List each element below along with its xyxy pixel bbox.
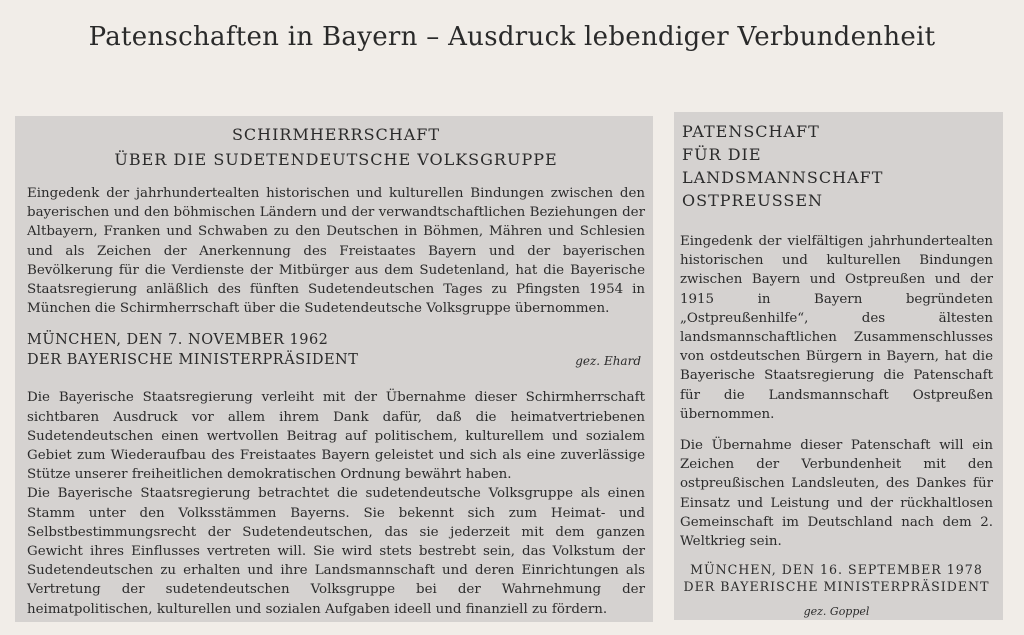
heading-line: PATENSCHAFT <box>682 122 820 141</box>
patenschaft-paragraph: Die Übernahme dieser Patenschaft will ein Zeichen der Verbundenheit mit den ostpreußischen Landsleuten, des Dankes für Einsatz und Leistung und der rückhaltlosen Gemeinschaft im Deutschland nach dem 2. Weltkrieg sein. <box>680 438 993 550</box>
date-line: MÜNCHEN, DEN 7. NOVEMBER 1962 <box>27 332 329 349</box>
patenschaft-dateline <box>680 561 993 618</box>
heading-line: ÜBER DIE SUDETENDEUTSCHE VOLKSGRUPPE <box>114 150 558 169</box>
date-line: MÜNCHEN, DEN 16. SEPTEMBER 1978 <box>690 562 983 578</box>
schirmherrschaft-dateline <box>27 330 645 370</box>
patenschaft-heading <box>682 120 993 212</box>
heading-line: FÜR DIE <box>682 145 762 164</box>
patenschaft-intro: Eingedenk der vielfältigen jahrhundertealten historischen und kulturellen Bindungen zwischen Bayern und Ostpreußen und der 1915 in Bayern begründeten „Ostpreußenhilfe“, des ältesten landsmannschaftlichen Zusammenschlusses von ostdeutschen Bürgern in Bayern, hat die Bayerische Staatsregierung die Patenschaft für die Landsmannschaft Ostpreußen übernommen. <box>680 234 993 422</box>
schirmherrschaft-panel <box>15 116 653 622</box>
schirmherrschaft-intro: Eingedenk der jahrhundertealten historischen und kulturellen Bindungen zwischen den bayerischen und den böhmischen Ländern und der verwandtschaftlichen Beziehungen der Altbayern, Franken und Schwaben zu den Deutschen in Böhmen, Mähren und Schlesien und als Zeichen der Anerkennung des Freistaates Bayern und der bayerischen Bevölkerung für die Verdienste der Mitbürger aus dem Sudetenland, hat die Bayerische Staatsregierung anläßlich des fünften Sudetendeutschen Tages zu Pfingsten 1954 in München die Schirmherrschaft über die Sudetendeutsche Volksgruppe übernommen. <box>27 186 645 317</box>
schirmherrschaft-heading <box>27 122 645 172</box>
signature: gez. Ehard <box>575 354 641 369</box>
schirmherrschaft-statement <box>27 388 645 618</box>
office-line: DER BAYERISCHE MINISTERPRÄSIDENT <box>27 352 359 369</box>
statement-paragraph: Die Bayerische Staatsregierung betrachtet die sudetendeutsche Volksgruppe als einen Stamm unter den Volksstämmen Bayerns. Sie bekennt sich zum Heimat- und Selbstbestimmungsrecht der Sudetendeutschen, das sie jederzeit mit dem ganzen Gewicht ihres Einflusses vertreten will. Sie wird stets bestrebt sein, das Volkstum der Sudetendeutschen zu erhalten und ihre Landsmannschaft und deren Einrichtungen als Vertretung der sudetendeutschen Volksgruppe bei der Wahrnehmung der heimatpolitischen, kulturellen und sozialen Aufgaben ideell und finanziell zu fördern. <box>27 486 645 617</box>
heading-line: LANDSMANNSCHAFT <box>682 168 884 187</box>
statement-paragraph: Die Bayerische Staatsregierung verleiht mit der Übernahme dieser Schirmherrschaft sichtbaren Ausdruck vor allem ihrem Dank dafür, daß die heimatvertriebenen Sudetendeutschen einen wertvollen Beitrag auf politischem, kulturellem und sozialem Gebiet zum Wiederaufbau des Freistaates Bayern geleistet und sich als eine zuverlässige Stütze unserer freiheitlichen demokratischen Ordnung bewährt haben. <box>27 390 645 483</box>
office-line: DER BAYERISCHE MINISTERPRÄSIDENT <box>683 579 990 595</box>
signature: gez. Goppel <box>803 605 870 619</box>
page-title: Patenschaften in Bayern – Ausdruck lebendiger Verbundenheit <box>88 22 936 52</box>
heading-line: OSTPREUSSEN <box>682 191 824 210</box>
heading-line: SCHIRMHERRSCHAFT <box>231 125 441 144</box>
patenschaft-panel <box>674 112 1003 620</box>
